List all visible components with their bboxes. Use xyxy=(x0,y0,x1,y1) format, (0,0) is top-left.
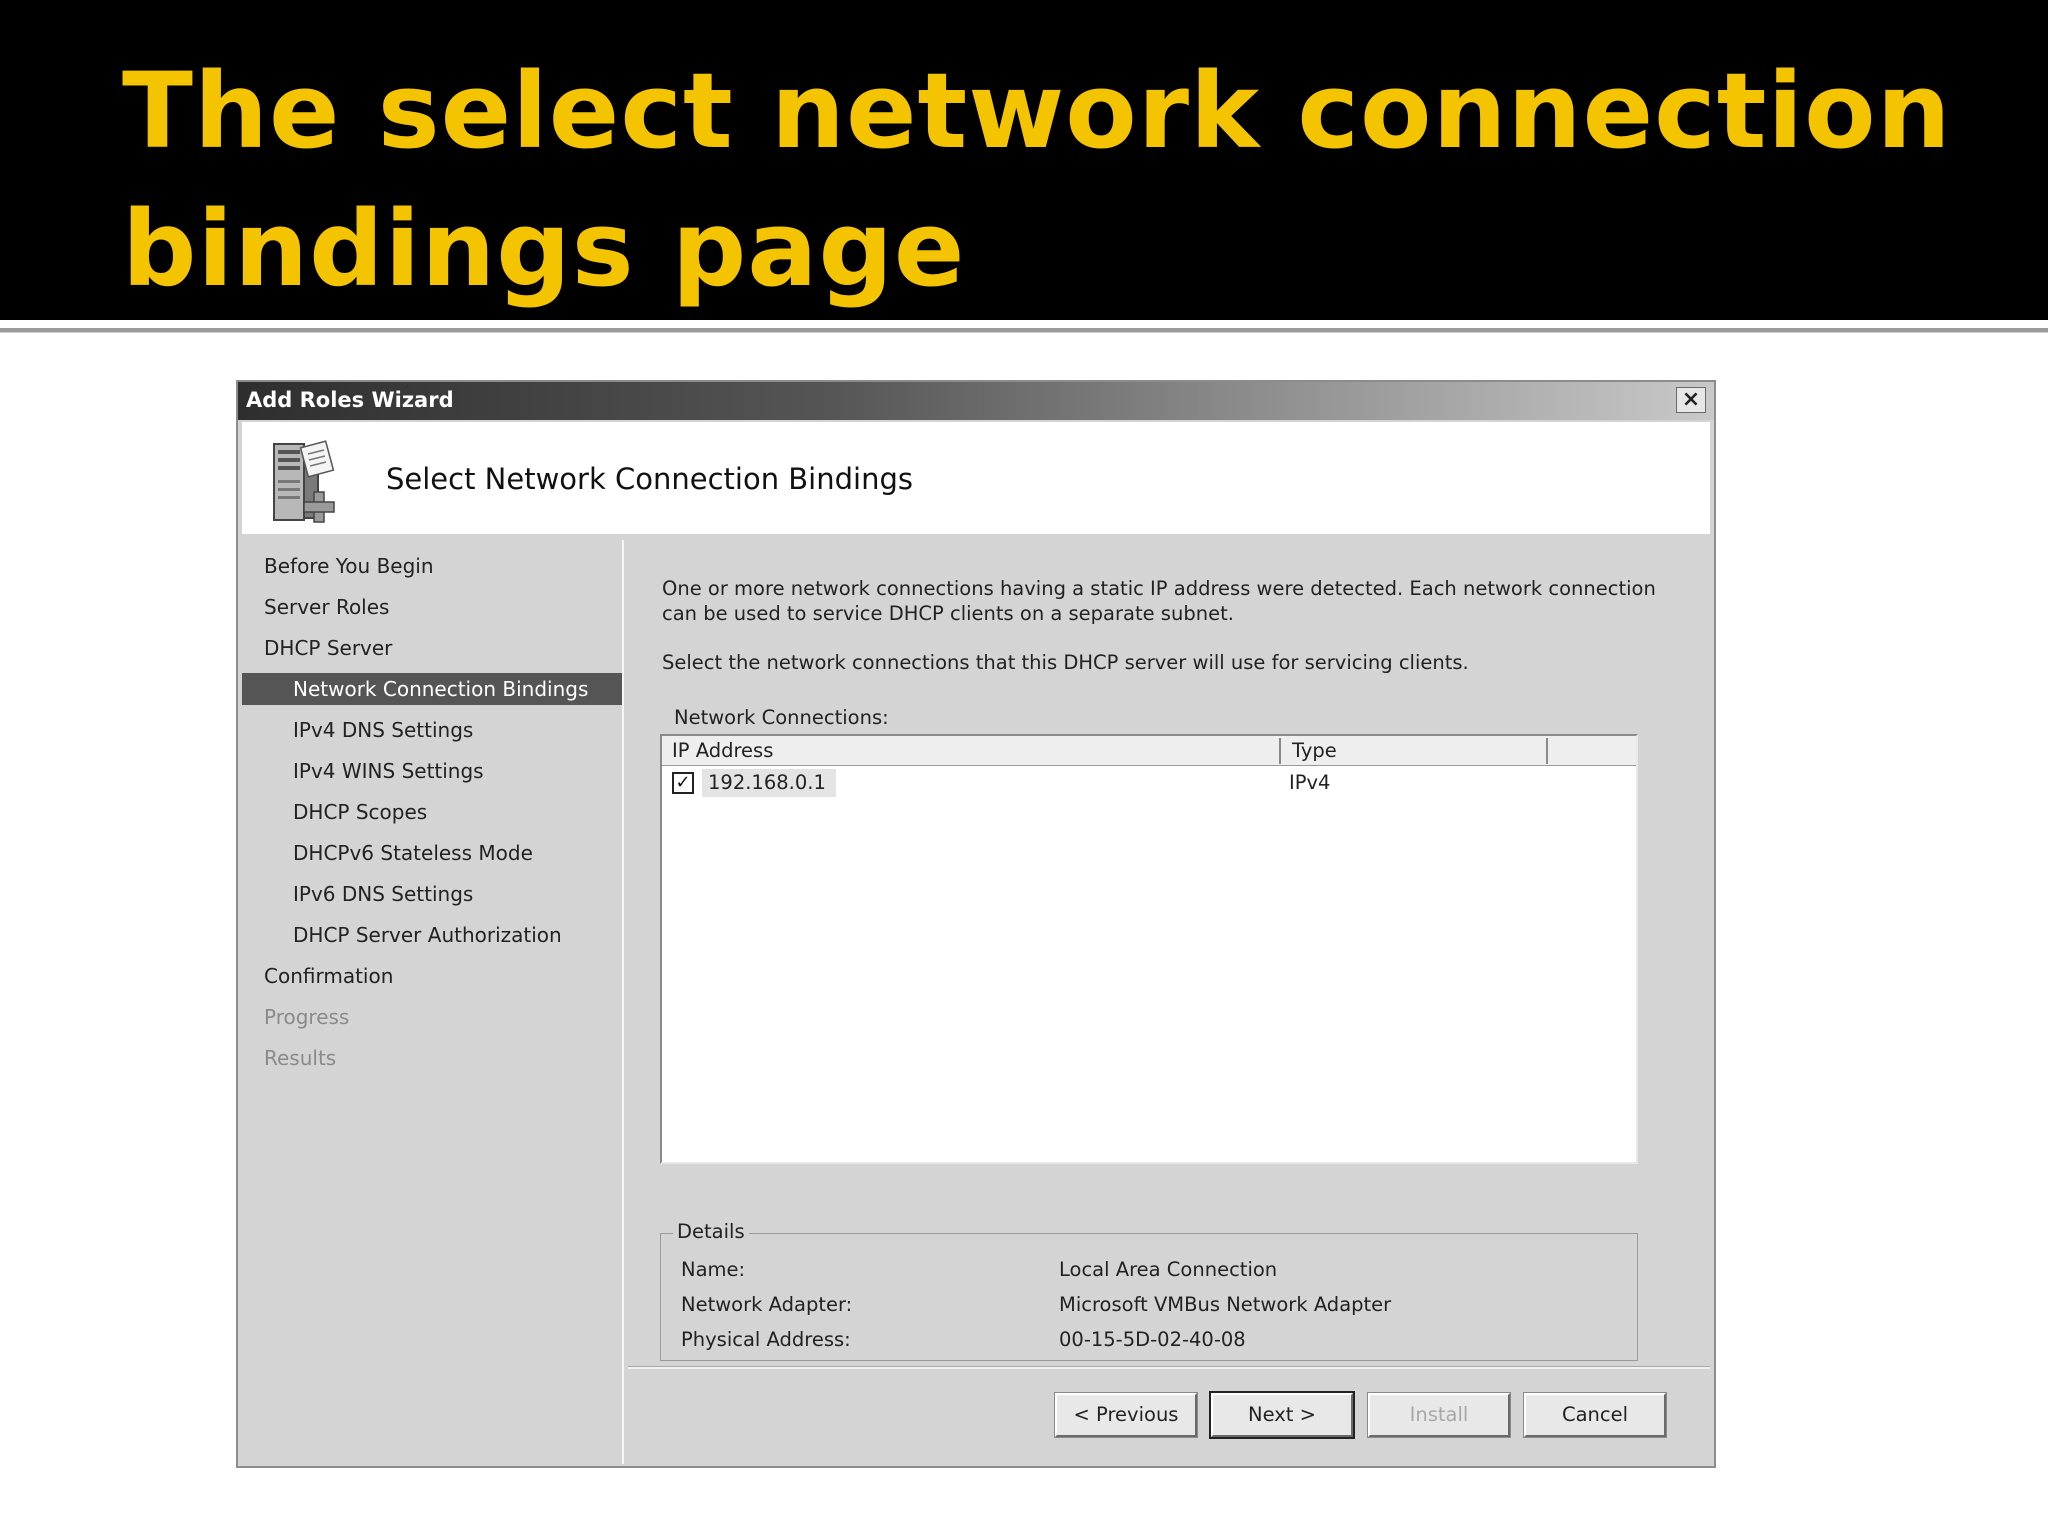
type-cell: IPv4 xyxy=(1289,771,1331,794)
cancel-button[interactable]: Cancel xyxy=(1524,1393,1666,1437)
window-title: Add Roles Wizard xyxy=(246,388,454,412)
slide-title-line-2: bindings page xyxy=(122,188,966,310)
next-button[interactable]: Next > xyxy=(1211,1393,1353,1437)
column-header-ip-address[interactable]: IP Address xyxy=(672,739,774,762)
nav-item-dhcp-server[interactable]: DHCP Server xyxy=(264,636,393,660)
network-connections-list[interactable] xyxy=(660,734,1638,1164)
nav-item-dhcp-scopes[interactable]: DHCP Scopes xyxy=(293,800,428,824)
nav-item-dhcpv6-stateless-mode[interactable]: DHCPv6 Stateless Mode xyxy=(293,841,533,865)
detail-name-value: Local Area Connection xyxy=(1059,1258,1278,1281)
button-bar-divider xyxy=(628,1366,1710,1369)
ip-address-cell: 192.168.0.1 xyxy=(702,769,836,797)
nav-item-before-you-begin[interactable]: Before You Begin xyxy=(264,554,434,578)
install-button: Install xyxy=(1368,1393,1510,1437)
nav-item-results: Results xyxy=(264,1046,337,1070)
nav-item-ipv4-wins-settings[interactable]: IPv4 WINS Settings xyxy=(293,759,484,783)
detail-physical-label: Physical Address: xyxy=(681,1328,851,1351)
slide-title-line-1: The select network connection xyxy=(122,50,1952,172)
close-button[interactable] xyxy=(1676,387,1706,413)
nav-item-progress: Progress xyxy=(264,1005,350,1029)
wizard-content xyxy=(628,540,1710,1464)
wizard-steps-nav xyxy=(242,540,624,1464)
network-connections-label: Network Connections: xyxy=(674,706,889,729)
instruction-text: Select the network connections that this DHCP server will use for servicing clients. xyxy=(662,651,1469,674)
nav-item-server-roles[interactable]: Server Roles xyxy=(264,595,390,619)
close-icon: × xyxy=(1681,387,1701,412)
detail-adapter-label: Network Adapter: xyxy=(681,1293,853,1316)
nav-item-ipv6-dns-settings[interactable]: IPv6 DNS Settings xyxy=(293,882,474,906)
checkmark-icon: ✓ xyxy=(675,772,691,793)
slide-divider xyxy=(0,328,2048,333)
detail-adapter-value: Microsoft VMBus Network Adapter xyxy=(1059,1293,1392,1316)
previous-button[interactable]: < Previous xyxy=(1055,1393,1197,1437)
list-header xyxy=(662,736,1636,766)
slide-title xyxy=(122,42,1952,318)
nav-item-dhcp-server-authorization[interactable]: DHCP Server Authorization xyxy=(293,923,562,947)
detail-physical-value: 00-15-5D-02-40-08 xyxy=(1059,1328,1246,1351)
slide-header xyxy=(0,0,2048,320)
window-titlebar[interactable] xyxy=(238,382,1714,420)
wizard-header xyxy=(242,422,1710,534)
column-divider[interactable] xyxy=(1546,738,1548,764)
detail-name-label: Name: xyxy=(681,1258,746,1281)
add-roles-wizard-window xyxy=(236,380,1716,1468)
server-add-icon xyxy=(260,436,352,528)
nav-item-confirmation[interactable]: Confirmation xyxy=(264,964,394,988)
column-header-type[interactable]: Type xyxy=(1292,739,1337,762)
description-text: One or more network connections having a static IP address were detected. Each network connection can be used to service DHCP clients on a separate subnet. xyxy=(662,577,1656,625)
connection-checkbox[interactable] xyxy=(672,772,694,794)
table-row[interactable] xyxy=(662,768,1636,798)
nav-item-network-connection-bindings[interactable]: Network Connection Bindings xyxy=(242,673,622,705)
nav-item-ipv4-dns-settings[interactable]: IPv4 DNS Settings xyxy=(293,718,474,742)
details-legend: Details xyxy=(673,1220,749,1243)
details-groupbox xyxy=(660,1220,1638,1361)
page-heading: Select Network Connection Bindings xyxy=(386,462,913,496)
column-divider[interactable] xyxy=(1279,738,1281,764)
